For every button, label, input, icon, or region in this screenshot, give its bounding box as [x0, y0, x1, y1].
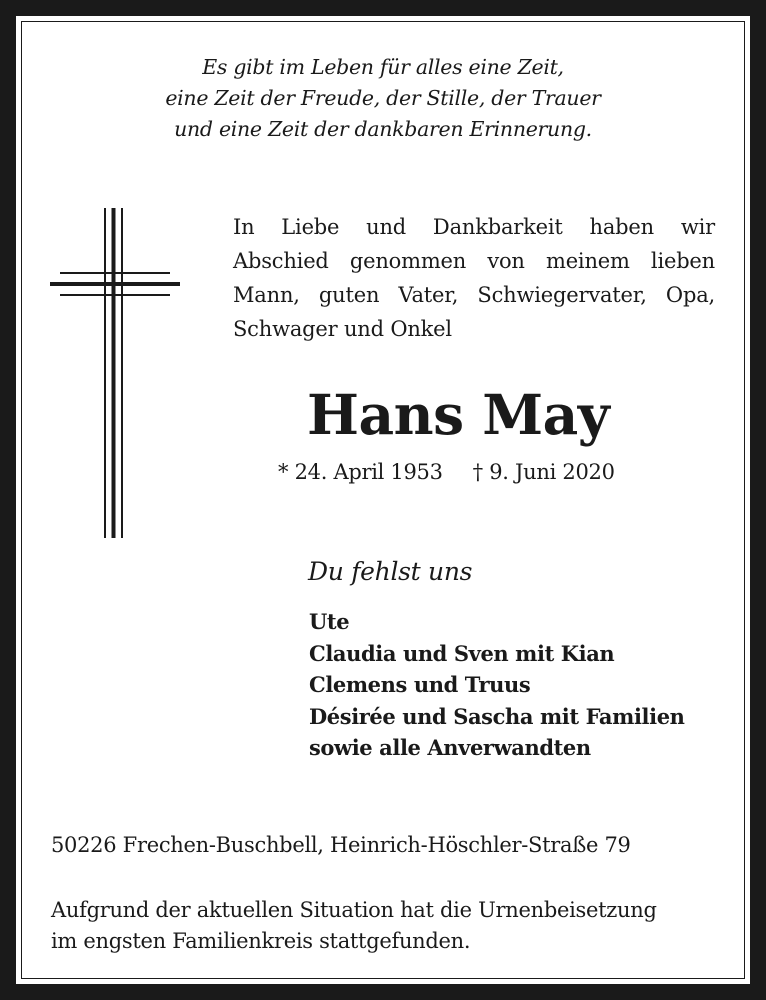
mourner-line: Ute [309, 609, 350, 634]
mourners-list [309, 606, 685, 764]
death-date: † 9. Juni 2020 [472, 460, 615, 484]
motto-line: eine Zeit der Freude, der Stille, der Trauer [165, 86, 601, 110]
mourner-line: Clemens und Truus [309, 672, 531, 697]
mourner-line: Claudia und Sven mit Kian [309, 640, 615, 666]
life-dates [278, 457, 615, 487]
mourner-line: Désirée und Sascha mit Familien [309, 703, 685, 729]
intro-line: In Liebe und Dankbarkeit haben wir [233, 215, 715, 239]
motto-line: Es gibt im Leben für alles eine Zeit, [202, 55, 564, 79]
cross-vertical-thick [112, 208, 116, 538]
miss-you-text: Du fehlst uns [308, 557, 473, 586]
cross-horizontal-thin-top [60, 272, 170, 274]
motto-line: und eine Zeit der dankbaren Erinnerung. [174, 117, 592, 141]
notice-line: im engsten Familienkreis stattgefunden. [51, 929, 471, 953]
intro-text [233, 210, 715, 346]
intro-line: Abschied genommen von meinem lieben [233, 249, 715, 273]
motto-verse [0, 52, 766, 145]
intro-line: Schwager und Onkel [233, 317, 452, 341]
burial-notice [51, 895, 657, 957]
cross-vertical-thin-right [121, 208, 123, 538]
intro-line: Mann, guten Vater, Schwiegervater, Opa, [233, 283, 715, 307]
deceased-name: Hans May [307, 382, 610, 447]
cross-horizontal-thick [50, 282, 180, 286]
mourner-line: sowie alle Anverwandten [309, 735, 591, 760]
cross-vertical-thin-left [104, 208, 106, 538]
cross-horizontal-thin-bottom [60, 294, 170, 296]
birth-date: * 24. April 1953 [278, 460, 443, 484]
notice-line: Aufgrund der aktuellen Situation hat die Urnenbeisetzung [51, 898, 657, 922]
cross-icon [48, 208, 182, 538]
family-address: 50226 Frechen-Buschbell, Heinrich-Höschler-Straße 79 [51, 833, 631, 857]
